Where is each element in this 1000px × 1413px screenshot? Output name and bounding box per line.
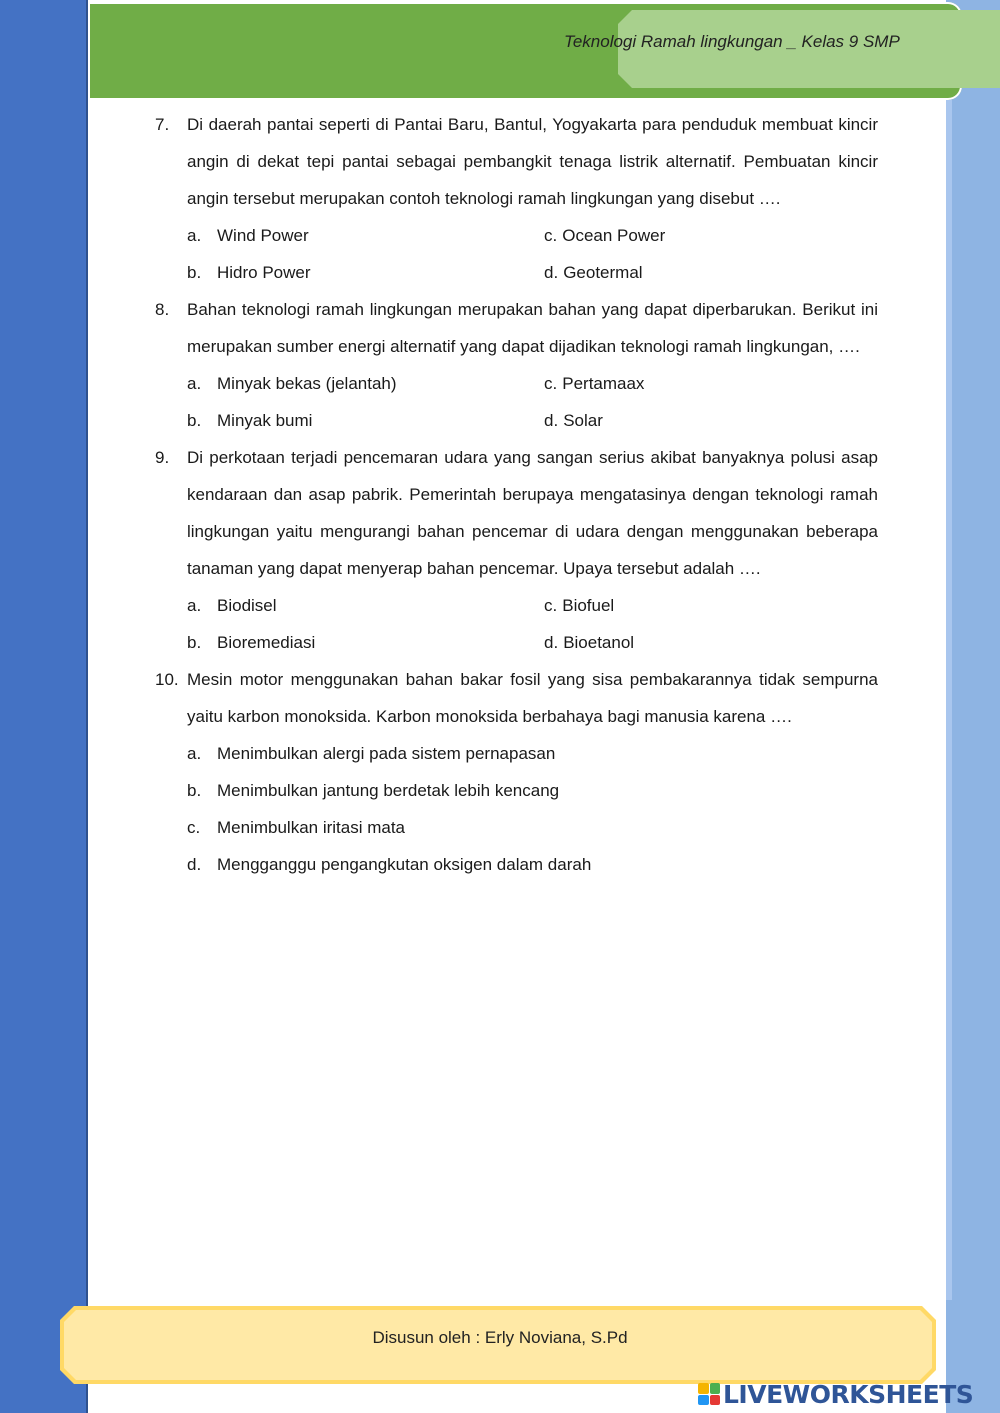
question-number: 9. — [155, 448, 170, 467]
question-text: Bahan teknologi ramah lingkungan merupakan bahan yang dapat diperbarukan. Berikut ini merupakan sumber energi alternatif yang dapat dijadikan teknologi ramah lingkungan, …. — [187, 300, 878, 356]
question-number: 7. — [155, 115, 170, 134]
option-d[interactable] — [187, 846, 878, 883]
option-letter: a. — [187, 596, 202, 615]
option-text: Minyak bekas (jelantah) — [217, 374, 397, 393]
question-list — [155, 106, 878, 883]
option-letter: a. — [187, 226, 202, 245]
option-text: Menimbulkan alergi pada sistem pernapasan — [217, 744, 556, 763]
option-a[interactable] — [187, 365, 544, 402]
option-text: Solar — [563, 411, 603, 430]
option-c[interactable] — [544, 365, 878, 402]
question-7 — [155, 106, 878, 217]
option-d[interactable] — [544, 402, 878, 439]
option-text: Menimbulkan iritasi mata — [217, 818, 406, 837]
question-10 — [155, 661, 878, 735]
option-letter: c. — [544, 374, 558, 393]
watermark-text: LIVEWORKSHEETS — [723, 1379, 974, 1409]
option-a[interactable] — [187, 217, 544, 254]
footer-author: Disusun oleh : Erly Noviana, S.Pd — [372, 1328, 628, 1347]
option-d[interactable] — [544, 254, 878, 291]
right-border-highlight — [946, 100, 952, 1300]
option-text: Mengganggu pengangkutan oksigen dalam darah — [217, 855, 592, 874]
option-text: Menimbulkan jantung berdetak lebih kencang — [217, 781, 560, 800]
options-8 — [187, 365, 878, 439]
option-letter: d. — [544, 263, 559, 282]
option-letter: d. — [187, 855, 202, 874]
option-letter: d. — [544, 411, 559, 430]
option-c[interactable] — [544, 587, 878, 624]
option-d[interactable] — [544, 624, 878, 661]
option-text: Bioremediasi — [217, 633, 316, 652]
option-text: Minyak bumi — [217, 411, 313, 430]
left-border-bar — [0, 0, 88, 1413]
question-number: 8. — [155, 300, 170, 319]
question-text: Mesin motor menggunakan bahan bakar fosil yang sisa pembakarannya tidak sempurna yaitu karbon monoksida. Karbon monoksida berbahaya bagi manusia karena …. — [187, 670, 878, 726]
option-text: Pertamaax — [562, 374, 645, 393]
options-7 — [187, 217, 878, 291]
option-letter: b. — [187, 781, 202, 800]
question-9 — [155, 439, 878, 587]
option-letter: b. — [187, 263, 202, 282]
option-b[interactable] — [187, 254, 544, 291]
liveworksheets-watermark — [698, 1378, 973, 1410]
option-text: Bioetanol — [563, 633, 635, 652]
option-letter: c. — [544, 596, 558, 615]
option-a[interactable] — [187, 587, 544, 624]
header-title: Teknologi Ramah lingkungan _ Kelas 9 SMP — [564, 32, 900, 51]
option-text: Biodisel — [217, 596, 277, 615]
option-letter: d. — [544, 633, 559, 652]
liveworksheets-logo-icon — [698, 1383, 720, 1405]
option-letter: a. — [187, 374, 202, 393]
option-text: Biofuel — [562, 596, 615, 615]
options-10 — [187, 735, 878, 883]
option-text: Ocean Power — [562, 226, 666, 245]
option-c[interactable] — [187, 809, 878, 846]
option-letter: b. — [187, 633, 202, 652]
option-letter: a. — [187, 744, 202, 763]
option-letter: c. — [544, 226, 558, 245]
option-b[interactable] — [187, 402, 544, 439]
option-text: Geotermal — [563, 263, 643, 282]
option-b[interactable] — [187, 624, 544, 661]
question-8 — [155, 291, 878, 365]
options-9 — [187, 587, 878, 661]
option-a[interactable] — [187, 735, 878, 772]
option-letter: b. — [187, 411, 202, 430]
question-text: Di daerah pantai seperti di Pantai Baru, Bantul, Yogyakarta para penduduk membuat kincir angin di dekat tepi pantai sebagai pembangkit tenaga listrik alternatif. Pembuatan kincir angin tersebut merupakan contoh teknologi ramah lingkungan yang disebut …. — [187, 115, 878, 208]
question-text: Di perkotaan terjadi pencemaran udara yang sangan serius akibat banyaknya polusi asap kendaraan dan asap pabrik. Pemerintah berupaya mengatasinya dengan teknologi ramah lingkungan yaitu mengurangi bahan pencemar di udara dengan menggunakan beberapa tanaman yang dapat menyerap bahan pencemar. Upaya tersebut adalah …. — [187, 448, 878, 578]
right-border-bar — [946, 0, 1000, 1413]
question-number: 10. — [155, 670, 179, 689]
option-letter: c. — [187, 818, 201, 837]
option-text: Wind Power — [217, 226, 309, 245]
option-c[interactable] — [544, 217, 878, 254]
option-b[interactable] — [187, 772, 878, 809]
option-text: Hidro Power — [217, 263, 311, 282]
